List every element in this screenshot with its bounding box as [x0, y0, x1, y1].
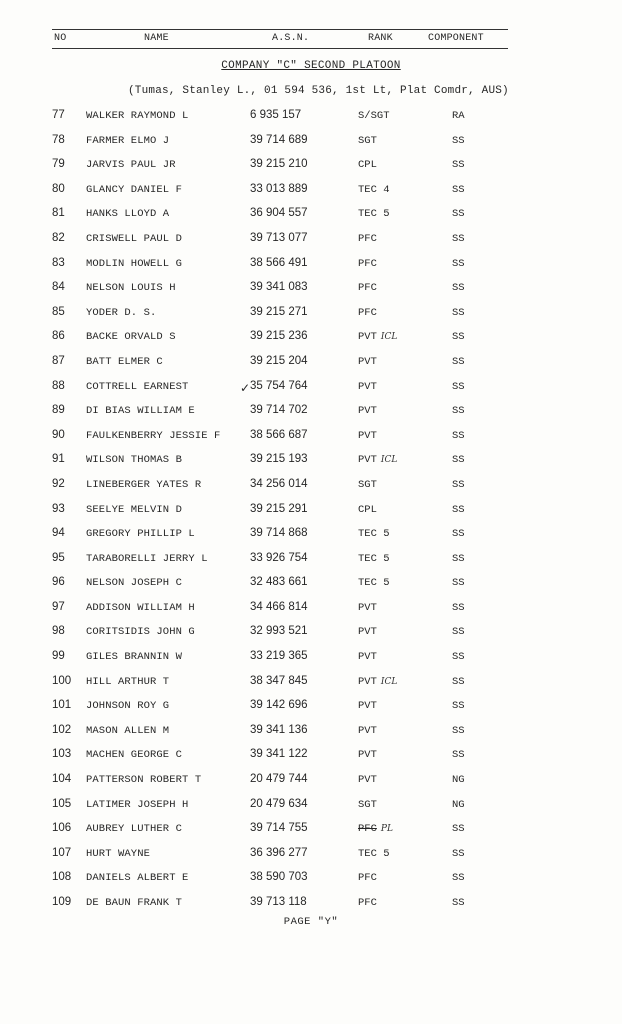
- component: SS: [452, 405, 465, 418]
- serial-number: 39 215 204: [250, 354, 308, 367]
- serial-number: 39 215 291: [250, 502, 308, 515]
- table-row: [0, 131, 622, 156]
- soldier-name: YODER D. S.: [86, 306, 157, 319]
- header-asn: A.S.N.: [272, 33, 310, 44]
- rank: CPL: [358, 503, 377, 516]
- serial-number: 39 215 193: [250, 453, 308, 466]
- handwritten-rank-note: ICL: [380, 332, 398, 343]
- rank-cell: [358, 823, 393, 835]
- soldier-name: WILSON THOMAS B: [86, 454, 183, 467]
- serial-number: 39 714 868: [250, 527, 308, 540]
- table-row: [0, 549, 622, 574]
- row-number: 95: [52, 551, 65, 564]
- rank-cell: [358, 897, 377, 909]
- row-number: 77: [52, 109, 65, 121]
- component: SS: [452, 208, 465, 221]
- rank: TEC 5: [358, 577, 390, 590]
- soldier-name: LINEBERGER YATES R: [86, 478, 202, 491]
- rank: PFC: [358, 282, 377, 295]
- table-row: [0, 770, 622, 795]
- serial-number: 39 713 118: [250, 896, 307, 908]
- rank: CPL: [358, 159, 377, 172]
- rank-cell: [358, 135, 377, 147]
- rank: PVT: [358, 675, 377, 688]
- table-row: [0, 500, 622, 525]
- component: SS: [452, 601, 465, 614]
- serial-number: 34 256 014: [250, 477, 308, 490]
- rank-cell: [358, 405, 377, 417]
- rank-cell: [358, 676, 397, 688]
- component: SS: [452, 847, 465, 860]
- component: SS: [452, 675, 465, 688]
- component: SS: [452, 134, 465, 147]
- row-number: 102: [52, 723, 72, 736]
- soldier-name: PATTERSON ROBERT T: [86, 774, 202, 787]
- rank-cell: [358, 504, 377, 516]
- table-row: [0, 622, 622, 647]
- component: SS: [452, 257, 465, 270]
- rank-cell: [358, 454, 397, 466]
- rank: PVT: [358, 724, 377, 737]
- rank-cell: [358, 528, 390, 540]
- soldier-name: BACKE ORVALD S: [86, 331, 176, 344]
- table-row: [0, 204, 622, 229]
- rank-cell: [358, 872, 377, 884]
- serial-number: 39 142 696: [250, 699, 308, 712]
- component: SS: [452, 183, 465, 196]
- row-number: 82: [52, 231, 65, 244]
- soldier-name: SEELYE MELVIN D: [86, 503, 183, 516]
- page-footer: PAGE "Y": [283, 916, 339, 928]
- component: SS: [452, 429, 465, 442]
- handwritten-rank-note: PL: [380, 824, 393, 835]
- rank: PVT: [358, 601, 377, 614]
- rank-cell: [358, 184, 390, 196]
- soldier-name: MASON ALLEN M: [86, 724, 170, 737]
- component: SS: [452, 897, 465, 909]
- serial-number: 39 341 122: [250, 748, 308, 761]
- row-number: 105: [52, 797, 72, 810]
- rank: TEC 5: [358, 552, 390, 565]
- soldier-name: CORITSIDIS JOHN G: [86, 626, 195, 639]
- handwritten-rank-note: ICL: [380, 676, 398, 687]
- soldier-name: AUBREY LUTHER C: [86, 823, 183, 836]
- serial-number: 6 935 157: [250, 109, 302, 121]
- component: SS: [452, 159, 465, 172]
- soldier-name: CRISWELL PAUL D: [86, 232, 183, 245]
- table-row: [0, 647, 622, 672]
- soldier-name: NELSON LOUIS H: [86, 282, 176, 295]
- table-row: [0, 475, 622, 500]
- row-number: 80: [52, 182, 65, 195]
- rank: TEC 4: [358, 183, 390, 196]
- rank: PVT: [358, 700, 377, 713]
- serial-number: 39 341 136: [250, 723, 308, 736]
- serial-number: 36 396 277: [250, 846, 308, 859]
- serial-number: 39 713 077: [250, 231, 308, 244]
- rank-cell: [358, 848, 390, 860]
- table-row: [0, 819, 622, 844]
- roster-table: [0, 106, 622, 918]
- platoon-commander-line: (Tumas, Stanley L., 01 594 536, 1st Lt, Plat Comdr, AUS): [128, 85, 509, 97]
- row-number: 79: [52, 158, 65, 171]
- table-row: [0, 524, 622, 549]
- table-row: [0, 106, 622, 131]
- component: SS: [452, 355, 465, 368]
- rank-cell: [358, 208, 390, 220]
- table-row: [0, 450, 622, 475]
- rank-cell: [358, 307, 377, 319]
- soldier-name: HILL ARTHUR T: [86, 675, 170, 688]
- rank-cell: [358, 774, 377, 786]
- serial-number: 33 219 365: [250, 650, 308, 663]
- rank: PFC: [358, 823, 377, 836]
- component: SS: [452, 823, 465, 836]
- row-number: 84: [52, 281, 65, 294]
- row-number: 78: [52, 133, 65, 146]
- row-number: 85: [52, 305, 65, 318]
- rank: PVT: [358, 380, 377, 393]
- row-number: 107: [52, 846, 72, 859]
- component: SS: [452, 478, 465, 491]
- table-row: [0, 377, 622, 402]
- row-number: 96: [52, 576, 65, 589]
- table-row: [0, 229, 622, 254]
- rank: SGT: [358, 478, 377, 491]
- handwritten-rank-note: ICL: [380, 455, 398, 466]
- row-number: 103: [52, 748, 72, 761]
- rank-cell: [358, 799, 377, 811]
- table-row: [0, 180, 622, 205]
- rank-cell: [358, 159, 377, 171]
- soldier-name: JOHNSON ROY G: [86, 700, 170, 713]
- component: SS: [452, 552, 465, 565]
- serial-number: 39 714 702: [250, 404, 308, 417]
- rank: PFC: [358, 897, 377, 909]
- component: SS: [452, 380, 465, 393]
- serial-number: 39 215 236: [250, 330, 308, 343]
- table-row: [0, 672, 622, 697]
- rank: PVT: [358, 405, 377, 418]
- soldier-name: BATT ELMER C: [86, 355, 163, 368]
- component: SS: [452, 331, 465, 344]
- serial-number: 38 566 491: [250, 256, 308, 269]
- row-number: 93: [52, 502, 65, 515]
- rank: PVT: [358, 651, 377, 664]
- soldier-name: FAULKENBERRY JESSIE F: [86, 429, 221, 442]
- rank-cell: [358, 356, 377, 368]
- serial-number: 39 714 755: [250, 822, 308, 835]
- rank: PVT: [358, 626, 377, 639]
- table-row: [0, 426, 622, 451]
- row-number: 87: [52, 354, 65, 367]
- component: RA: [452, 110, 465, 122]
- rank-cell: [358, 749, 377, 761]
- page-title: COMPANY "C" SECOND PLATOON: [221, 60, 401, 72]
- rank: PFC: [358, 872, 377, 885]
- column-header: [52, 29, 508, 49]
- row-number: 100: [52, 674, 72, 687]
- component: NG: [452, 774, 465, 787]
- serial-number: 20 479 634: [250, 797, 308, 810]
- table-row: [0, 327, 622, 352]
- serial-number: 39 215 210: [250, 158, 308, 171]
- component: SS: [452, 454, 465, 467]
- table-row: [0, 401, 622, 426]
- header-component: COMPONENT: [428, 33, 484, 44]
- rank-cell: [358, 110, 390, 122]
- soldier-name: COTTRELL EARNEST: [86, 380, 189, 393]
- rank-cell: [358, 331, 397, 343]
- serial-number: 39 215 271: [250, 305, 308, 318]
- soldier-name: GLANCY DANIEL F: [86, 183, 183, 196]
- component: SS: [452, 724, 465, 737]
- header-no: NO: [54, 33, 67, 44]
- soldier-name: HANKS LLOYD A: [86, 208, 170, 221]
- rank-cell: [358, 479, 377, 491]
- rank-cell: [358, 430, 377, 442]
- serial-number: 36 904 557: [250, 207, 308, 220]
- soldier-name: NELSON JOSEPH C: [86, 577, 183, 590]
- soldier-name: ADDISON WILLIAM H: [86, 601, 195, 614]
- row-number: 92: [52, 477, 65, 490]
- rank-cell: [358, 602, 377, 614]
- component: NG: [452, 798, 465, 811]
- row-number: 89: [52, 404, 65, 417]
- soldier-name: WALKER RAYMOND L: [86, 110, 189, 122]
- soldier-name: DI BIAS WILLIAM E: [86, 405, 195, 418]
- soldier-name: DANIELS ALBERT E: [86, 872, 189, 885]
- row-number: 91: [52, 453, 65, 466]
- component: SS: [452, 872, 465, 885]
- serial-number: 34 466 814: [250, 600, 308, 613]
- table-row: [0, 303, 622, 328]
- row-number: 94: [52, 527, 65, 540]
- soldier-name: MACHEN GEORGE C: [86, 749, 183, 762]
- serial-number: 39 341 083: [250, 281, 308, 294]
- component: SS: [452, 306, 465, 319]
- table-row: [0, 278, 622, 303]
- rank-cell: [358, 553, 390, 565]
- soldier-name: HURT WAYNE: [86, 847, 151, 860]
- row-number: 86: [52, 330, 65, 343]
- soldier-name: FARMER ELMO J: [86, 134, 170, 147]
- serial-number: 33 926 754: [250, 551, 308, 564]
- row-number: 83: [52, 256, 65, 269]
- rank-cell: [358, 725, 377, 737]
- serial-number: 32 993 521: [250, 625, 308, 638]
- rank: PVT: [358, 429, 377, 442]
- row-number: 81: [52, 207, 65, 220]
- rank-cell: [358, 258, 377, 270]
- component: SS: [452, 232, 465, 245]
- table-row: [0, 721, 622, 746]
- header-name: NAME: [144, 33, 169, 44]
- soldier-name: TARABORELLI JERRY L: [86, 552, 208, 565]
- table-row: [0, 598, 622, 623]
- row-number: 101: [52, 699, 72, 712]
- rank: SGT: [358, 798, 377, 811]
- component: SS: [452, 282, 465, 295]
- rank: S/SGT: [358, 110, 390, 122]
- rank: PVT: [358, 331, 377, 344]
- rank: PFC: [358, 232, 377, 245]
- serial-number: 32 483 661: [250, 576, 308, 589]
- row-number: 109: [52, 896, 72, 908]
- rank-cell: [358, 700, 377, 712]
- rank: SGT: [358, 134, 377, 147]
- component: SS: [452, 700, 465, 713]
- soldier-name: JARVIS PAUL JR: [86, 159, 176, 172]
- table-row: [0, 868, 622, 893]
- rank-cell: [358, 577, 390, 589]
- serial-number: 33 013 889: [250, 182, 308, 195]
- rank: PFC: [358, 306, 377, 319]
- component: SS: [452, 749, 465, 762]
- table-row: [0, 573, 622, 598]
- serial-number: 20 479 744: [250, 773, 308, 786]
- serial-number: 39 714 689: [250, 133, 308, 146]
- rank: PVT: [358, 355, 377, 368]
- soldier-name: MODLIN HOWELL G: [86, 257, 183, 270]
- soldier-name: GREGORY PHILLIP L: [86, 528, 195, 541]
- rank: TEC 5: [358, 847, 390, 860]
- header-rank: RANK: [368, 33, 393, 44]
- table-row: [0, 155, 622, 180]
- rank: PVT: [358, 749, 377, 762]
- table-row: [0, 254, 622, 279]
- serial-number: 38 347 845: [250, 674, 308, 687]
- row-number: 108: [52, 871, 72, 884]
- rank: PFC: [358, 257, 377, 270]
- serial-number: 38 566 687: [250, 428, 308, 441]
- serial-number: 38 590 703: [250, 871, 308, 884]
- table-row: [0, 795, 622, 820]
- serial-number: 35 754 764: [250, 379, 308, 392]
- rank: PVT: [358, 774, 377, 787]
- soldier-name: GILES BRANNIN W: [86, 651, 183, 664]
- row-number: 106: [52, 822, 72, 835]
- table-row: [0, 844, 622, 869]
- row-number: 98: [52, 625, 65, 638]
- row-number: 104: [52, 773, 72, 786]
- row-number: 90: [52, 428, 65, 441]
- rank: TEC 5: [358, 208, 390, 221]
- rank-cell: [358, 626, 377, 638]
- rank-cell: [358, 651, 377, 663]
- table-row: [0, 696, 622, 721]
- row-number: 88: [52, 379, 65, 392]
- row-number: 99: [52, 650, 65, 663]
- check-mark: ✓: [240, 380, 251, 395]
- row-number: 97: [52, 600, 65, 613]
- rank-cell: [358, 233, 377, 245]
- component: SS: [452, 577, 465, 590]
- table-row: [0, 352, 622, 377]
- rank: TEC 5: [358, 528, 390, 541]
- soldier-name: DE BAUN FRANK T: [86, 897, 183, 909]
- component: SS: [452, 503, 465, 516]
- rank: PVT: [358, 454, 377, 467]
- rank-cell: [358, 381, 377, 393]
- component: SS: [452, 651, 465, 664]
- table-row: [0, 745, 622, 770]
- component: SS: [452, 528, 465, 541]
- component: SS: [452, 626, 465, 639]
- rank-cell: [358, 282, 377, 294]
- table-row: [0, 893, 622, 918]
- soldier-name: LATIMER JOSEPH H: [86, 798, 189, 811]
